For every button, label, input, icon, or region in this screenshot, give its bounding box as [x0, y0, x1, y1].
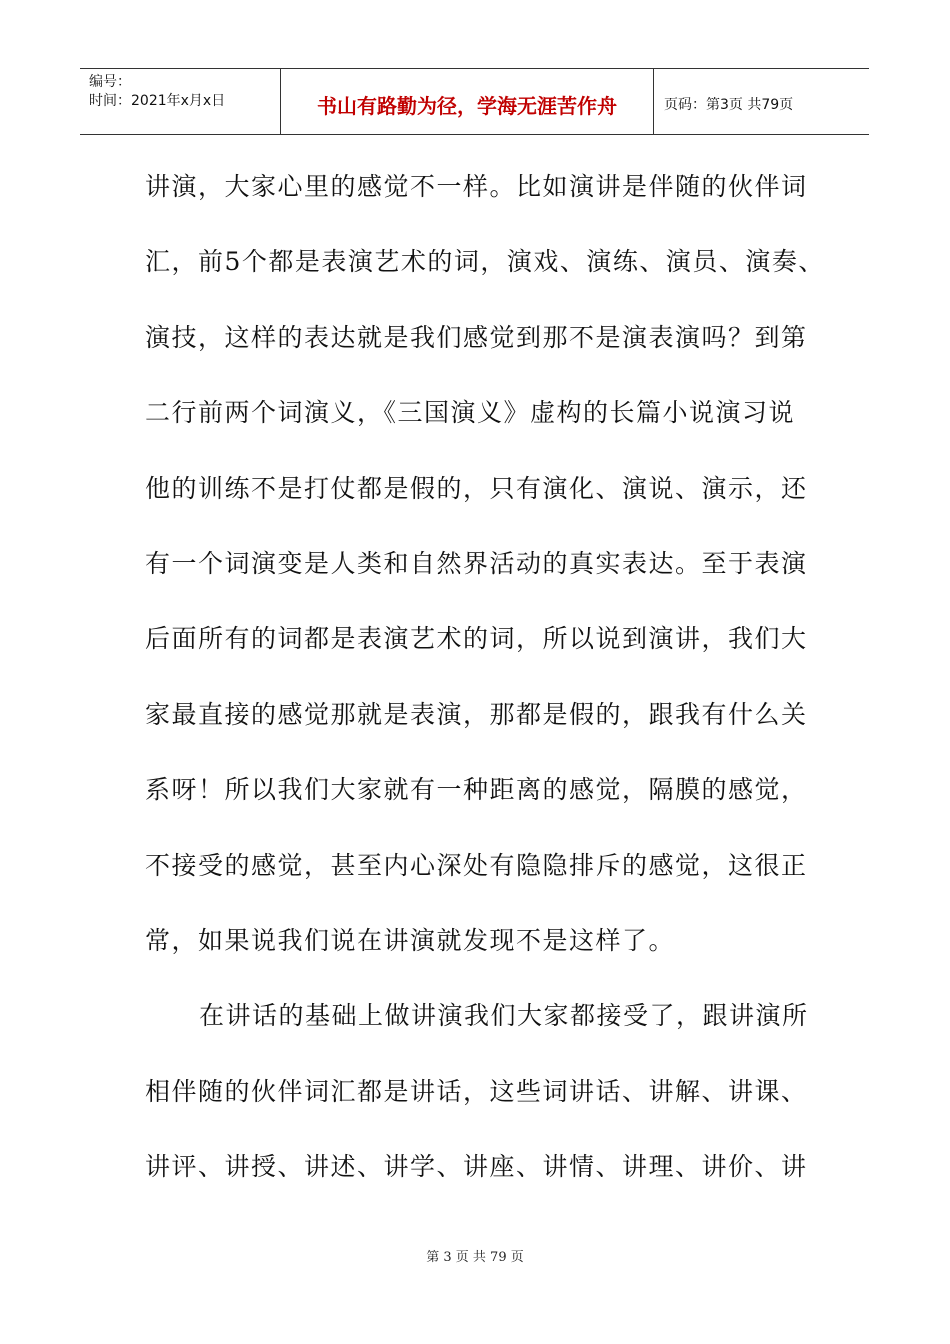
- body-text: [145, 159, 825, 1214]
- page-footer: 第 3 页 共 79 页: [426, 1250, 524, 1265]
- text-line: 二行前两个词演义，《三国演义》虚构的长篇小说演习说: [145, 398, 796, 428]
- text-line: 演技，这样的表达就是我们感觉到那不是演表演吗？到第: [145, 322, 808, 352]
- paragraph-start-line: 在讲话的基础上做讲演我们大家都接受了，跟讲演所: [199, 1001, 809, 1031]
- number-label: 编号：: [89, 74, 131, 90]
- header-motto: 书山有路勤为径，学海无涯苦作舟: [281, 69, 654, 134]
- text-line: 汇，前5个都是表演艺术的词，演戏、演练、演员、演奏、: [145, 247, 825, 277]
- text-line: 相伴随的伙伴词汇都是讲话，这些词讲话、讲解、讲课、: [145, 1076, 808, 1106]
- document-header: [80, 68, 869, 135]
- header-page-info: 页码：第3页 共79页: [664, 96, 794, 113]
- text-line: 常，如果说我们说在讲演就发现不是这样了。: [145, 925, 676, 955]
- text-line: 不接受的感觉，甚至内心深处有隐隐排斥的感觉，这很正: [145, 850, 808, 880]
- header-meta: [80, 69, 281, 134]
- text-line: 后面所有的词都是表演艺术的词，所以说到演讲，我们大: [145, 624, 808, 654]
- time-label: 时间：2021年x月x日: [89, 93, 226, 109]
- text-line: 家最直接的感觉那就是表演，那都是假的，跟我有什么关: [145, 699, 808, 729]
- text-line: 讲演，大家心里的感觉不一样。比如演讲是伴随的伙伴词: [145, 172, 808, 201]
- text-line: 有一个词演变是人类和自然界活动的真实表达。至于表演: [145, 548, 808, 578]
- text-line: 讲评、讲授、讲述、讲学、讲座、讲情、讲理、讲价、讲: [145, 1152, 808, 1182]
- text-line: 系呀！所以我们大家就有一种距离的感觉，隔膜的感觉，: [145, 775, 808, 805]
- text-line: 他的训练不是打仗都是假的，只有演化、演说、演示，还: [145, 473, 808, 503]
